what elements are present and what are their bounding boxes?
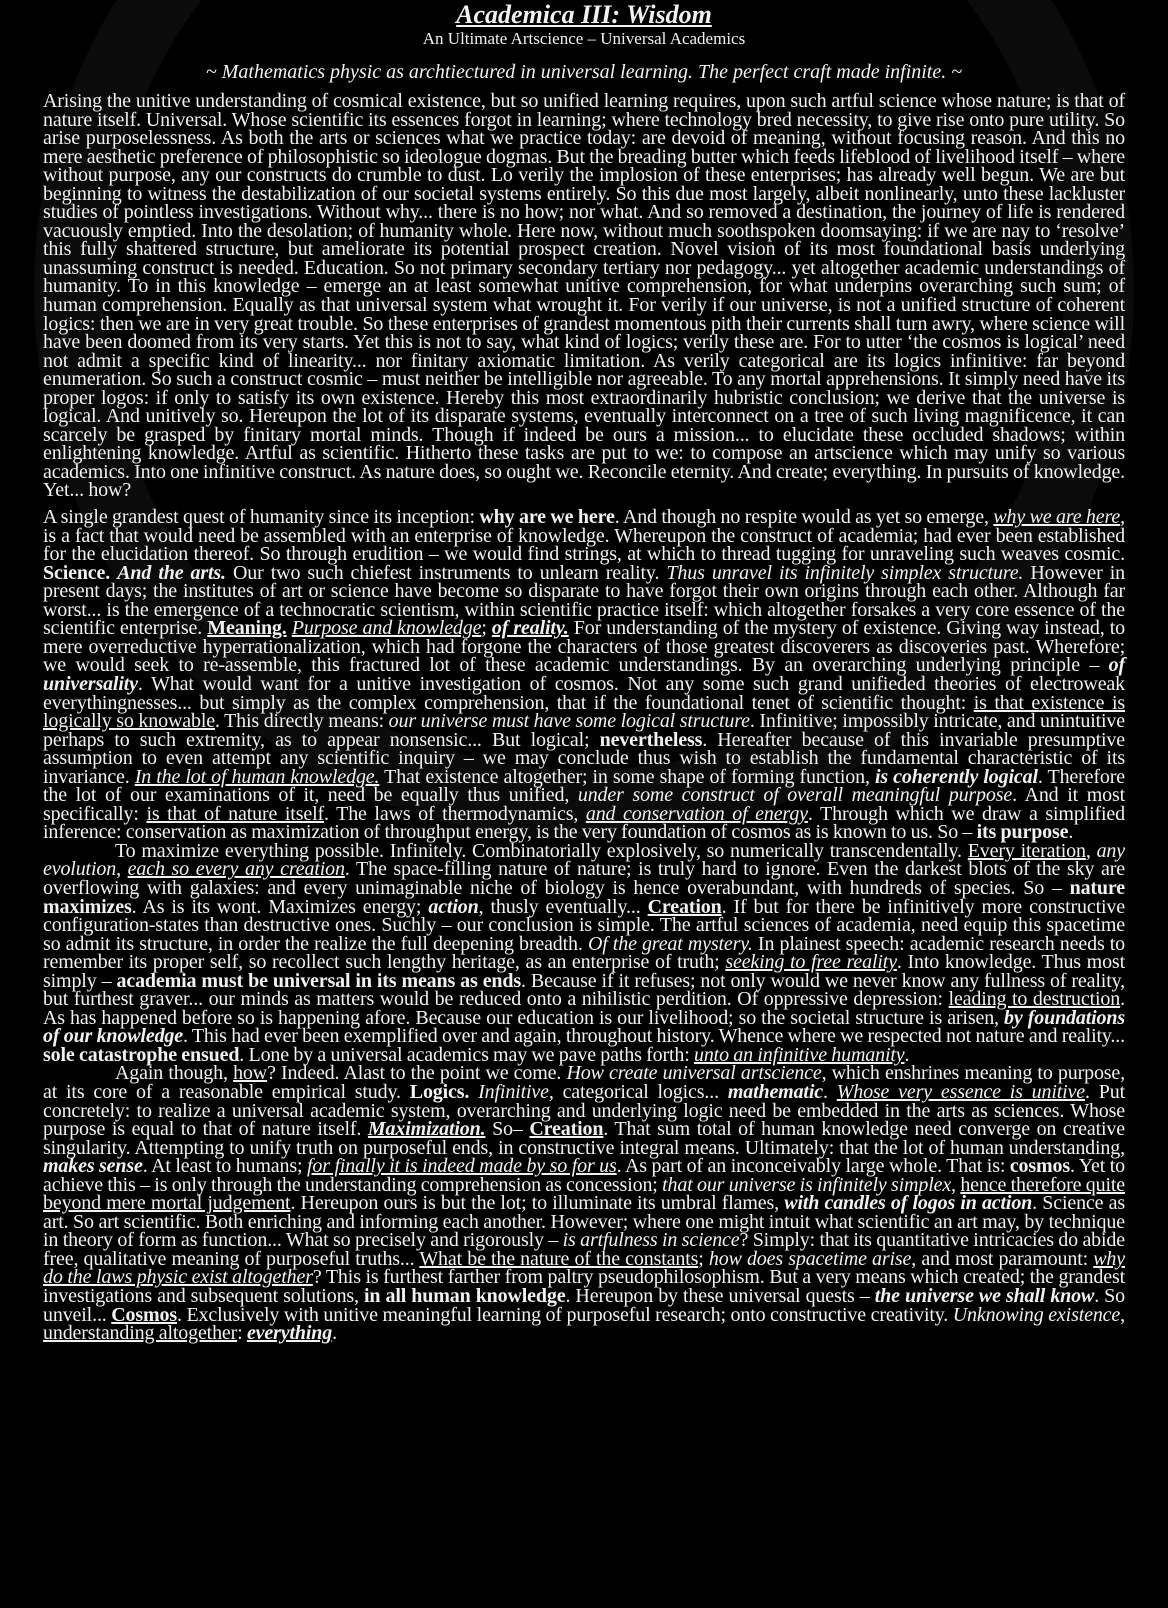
- text-run: . If but for there be infinitively more constructive configuration-states than destructive ones. Suchly – our conclusion is simple. The artful sciences of academia, need equip this spacetime so admit its structure, in order the realize the full deepening breadth.: [43, 895, 1126, 955]
- text-run: Meaning.: [207, 617, 287, 640]
- text-run: . And it most specifically:: [43, 784, 1125, 825]
- text-run: any evolution: [43, 839, 1125, 881]
- text-run: . This had ever been exemplified over and again, throughout history. Whence where we respected not nature and reality...: [183, 1025, 1125, 1048]
- text-run: our universe must have some logical structure: [388, 710, 750, 733]
- text-run: with candles of logos in action: [784, 1192, 1033, 1215]
- text-run: each so every any creation: [127, 858, 345, 881]
- text-run: Purpose and knowledge: [291, 617, 482, 640]
- text-run: For understanding of the mystery of existence. Giving way instead, to mere overreductive hyperrationalization, which had forgone the characters of those greatest discoverers as discoveries past. Wherefore; we would seek to re-assemble, this fractured lot of these academic understandings. By an overarching underlying principle –: [43, 617, 1125, 677]
- text-run: makes sense: [43, 1155, 143, 1178]
- text-run: Every iteration: [967, 839, 1086, 862]
- text-run: , which enshrines meaning to purpose, at its core of a reasonable empirical study.: [43, 1062, 1126, 1103]
- text-run: cosmos: [1009, 1155, 1071, 1178]
- text-run: Whose very essence is unitive: [836, 1080, 1086, 1103]
- text-run: nevertheless: [599, 728, 703, 751]
- text-run: To maximize everything possible. Infinitely. Combinatorially explosively, so numerically transcendentally.: [115, 839, 968, 862]
- text-run: Our two such chiefest instruments to unlearn reality.: [225, 561, 667, 584]
- text-run: .: [904, 1043, 910, 1066]
- text-run: . Put concretely: to realize a universal academic system, overarching and underlying logic need be embedded in the arts as sciences. Whose purpose is equal to that of nature itself.: [43, 1080, 1125, 1141]
- text-run: . As is its wont. Maximizes energy;: [131, 895, 429, 918]
- text-run: . Into knowledge. Thus most simply –: [43, 951, 1125, 992]
- text-run: . Hereafter because of this invariable presumptive assumption to even attempt any scientific inquiry – we may conclude thus wish to establish the fundamental characteristic of its invariance.: [43, 728, 1125, 788]
- text-run: . Because if it refuses; not only would we never know any fullness of reality, but furthest graver... our minds as matters would be reduced onto a nihilistic perdition. Of oppressive depression:: [43, 969, 1126, 1011]
- text-run: is that existence is logically so knowable: [43, 691, 1126, 733]
- text-run: . Therefore the lot of our examinations of it, need be equally thus unified,: [43, 765, 1125, 807]
- text-run: . The laws of thermodynamics,: [324, 802, 586, 825]
- text-run: . Hereupon ours is but the lot; to illuminate its umbral flames,: [290, 1192, 785, 1215]
- paragraph: [43, 92, 1125, 500]
- text-run: mathematic: [727, 1080, 823, 1103]
- text-run: seeking to free reality: [725, 951, 897, 974]
- text-run: is coherently logical: [874, 765, 1038, 788]
- text-run: in all human knowledge: [364, 1285, 566, 1307]
- text-run: that our universe is infinitely simplex,: [662, 1173, 956, 1196]
- text-run: ;: [481, 617, 492, 640]
- text-run: That existence altogether; in some shape of forming function,: [379, 765, 875, 788]
- text-run: . And though no respite would as yet so emerge,: [614, 506, 994, 529]
- text-run: academia must be universal in its means as ends: [116, 969, 522, 992]
- text-run: , and most paramount:: [911, 1247, 1094, 1270]
- text-run: . At least to humans;: [142, 1155, 308, 1178]
- text-run: . Lone by a universal academics may we pave paths forth:: [239, 1043, 694, 1066]
- text-run: Logics.: [409, 1080, 470, 1103]
- text-run: Maximization.: [367, 1118, 486, 1141]
- text-run: , categorical logics...: [548, 1080, 728, 1103]
- text-run: under some construct of overall meaningful purpose: [577, 784, 1013, 807]
- text-run: . Exclusively with unitive meaningful learning of purposeful research; onto constructive creativity.: [177, 1303, 953, 1326]
- text-run: :: [237, 1322, 247, 1345]
- text-run: . What would want for a unitive investigation of cosmos. Not any some such grand unifieded theories of electroweak everythingnesses... but simply as the complex comprehension, that if the foundational tenet of scientific thought:: [43, 672, 1125, 714]
- text-run: . Science as art. So art scientific. Both enriching and informing each another. However; where one might intuit what scientific an art may, by technique in theory of form as function... What so precisely and rigorously –: [43, 1192, 1125, 1252]
- text-run: . This directly means:: [214, 710, 389, 733]
- text-run: However in present days; the institutes of art or science have become so disparate to have forgot their own origins through each other. Although far worst... is the emergence of a technocratic scientism, within scientific practice itself: which altogether forsakes a very core essence of the scientific enterprise.: [43, 561, 1125, 640]
- text-run: of universality: [43, 654, 1125, 695]
- text-run: Thus unravel its infinitely simplex structure.: [666, 561, 1024, 584]
- text-run: Creation: [529, 1118, 604, 1141]
- text-run: its purpose: [976, 821, 1069, 844]
- text-run: ? This is furthest farther from paltry pseudophilosophism. But a very means which created; the grandest investigations and subsequent solutions,: [43, 1266, 1125, 1307]
- text-run: Again though,: [115, 1062, 234, 1085]
- text-run: leading to destruction: [948, 988, 1121, 1011]
- text-run: ? Simply: that its quantitative intricacies do abide free, qualitative meaning of purposeful truths...: [43, 1229, 1126, 1270]
- text-run: understanding altogether: [43, 1322, 238, 1345]
- text-run: hence therefore quite beyond mere mortal judgement: [43, 1173, 1126, 1215]
- text-run: .: [332, 1322, 337, 1345]
- text-run: Creation: [647, 895, 722, 918]
- text-run: is that of nature itself: [146, 802, 324, 825]
- text-run: sole catastrophe ensued: [43, 1043, 240, 1066]
- text-run: ;: [698, 1247, 709, 1270]
- page-subtitle: An Ultimate Artscience – Universal Academics: [422, 29, 746, 48]
- page-title: Academica III: Wisdom: [456, 0, 712, 29]
- text-run: Science.: [43, 561, 111, 584]
- text-run: What be the nature of the constants: [419, 1247, 699, 1270]
- text-run: Cosmos: [111, 1303, 178, 1326]
- text-run: Unknowing existence: [952, 1303, 1121, 1326]
- text-run: , thusly eventually...: [478, 895, 648, 918]
- text-run: . The space-filling nature of nature; is truly hard to ignore. Even the darkest blots of the sky are overflowing with galaxies: and every unimaginable niche of biology is hence overabundant, with hundreds of species. So –: [43, 858, 1126, 899]
- text-run: ? Indeed. Alast to the point we come.: [267, 1062, 567, 1085]
- text-run: is artfulness in science: [562, 1229, 740, 1252]
- text-run: why we are here: [993, 506, 1121, 529]
- text-run: and conservation of energy: [585, 802, 808, 825]
- text-run: . So unveil...: [43, 1285, 1125, 1326]
- text-run: why do the laws physic exist altogether: [43, 1247, 1125, 1289]
- text-run: unto an infinitive humanity: [693, 1043, 905, 1066]
- text-run: Infinitive: [478, 1080, 549, 1103]
- text-run: . Yet to achieve this – is only through the understanding comprehension as concession;: [43, 1155, 1126, 1196]
- text-run: . As part of an inconceivably large whole. That is:: [616, 1155, 1010, 1178]
- text-run: nature maximizes: [43, 876, 1125, 918]
- text-run: . Through which we draw a simplified inference: conservation as maximization of throughput energy, is the very foundation of cosmos as is known to us. So –: [43, 802, 1125, 844]
- paragraph: [43, 508, 1125, 1343]
- text-run: .: [1068, 821, 1074, 844]
- text-run: everything: [246, 1322, 333, 1345]
- text-run: the universe we shall know: [874, 1285, 1095, 1307]
- text-run: So–: [485, 1118, 530, 1141]
- text-run: . Infinitive; impossibly intricate, and unintuitive perhaps to such extremity, as to appear nonsensic... But logical;: [43, 710, 1126, 751]
- text-run: how: [233, 1062, 268, 1085]
- text-run: of reality.: [491, 617, 569, 640]
- text-run: ,: [1120, 1303, 1125, 1326]
- text-run: how does spacetime arise: [708, 1247, 912, 1270]
- text-run: And the arts.: [117, 561, 226, 584]
- text-run: . As has happened before so is happening afore. Because our education is our livelihood; so the societal structure is arisen,: [43, 988, 1125, 1029]
- page-motto: ~ Mathematics physic as archtiectured in universal learning. The perfect craft made infinite. ~: [205, 61, 963, 83]
- text-run: In plainest speech: academic research needs to remember its proper self, so recollect such lengthy heritage, as an enterprise of truth;: [43, 932, 1125, 974]
- text-run: How create universal artscience: [566, 1062, 822, 1085]
- text-run: A single grandest quest of humanity since its inception:: [43, 506, 480, 529]
- text-run: Arising the unitive understanding of cosmical existence, but so unified learning requires, upon such artful science whose nature; is that of nature itself. Universal. Whose scientific its essences forgot in learning; where technology bred necessity, to give rise onto pure utility. So arise purposelessness. As both the arts or sciences what we practice today: are devoid of meaning, without focusing reason. And this no mere aesthetic preference of philosophistic so ideologue dogmas. But the breading butter which feeds lifeblood of livelihood itself – where without purpose, any our constructs do crumble to dust. Lo verily the implosion of these enterprises; has already well begun. We are but beginning to witness the destabilization of our societal systems entirely. So this due most largely, albeit nonlinearly, unto these lackluster studies of pointless investigations. Without why... there is no how; nor what. And so removed a destination, the journey of life is rendered vacuously emptied. Into the desolation; of humanity whole. Here now, without much soothspoken doomsaying: if we are nay to ‘resolve’ this fully shattered structure, but ameliorate its potential prospect creation. Novel vision of its most foundational basis underlying unassuming construct is needed. Education. So not primary secondary tertiary nor pedagogy... yet altogether academic understandings of humanity. To in this knowledge – emerge an at least somewhat unitive comprehension, for what underpins overarching such sum; of human comprehension. Equally as that universal system what wrought it. For verily if our universe, is not a unified structure of coherent logics: then we are in very great trouble. So these enterprises of grandest momentous pith their currents shall turn awry, where science will have been doomed from its very starts. Yet this is not to say, what kind of logics; verily these are. For to utter ‘the cosmos is logical’ need not admit a specific kind of linearity... nor finitary axiomatic limitation. As verily categorical are its logics infinitive: far beyond enumeration. So such a construct cosmic – must neither be intelligible nor agreeable. To any mortal apprehensions. It simply need have its proper logos: if only to satisfy its own existence. Hereby this most extraordinarily hubristic conclusion; we derive that the universe is logical. And unitively so. Hereupon the lot of its disparate systems, eventually interconnect on a tree of such living magnificence, it can scarcely be grasped by finitary mortal minds. Though if indeed be ours a mission... to elucidate these occluded shadows; within enlightening knowledge. Artful as scientific. Hitherto these tasks are put to we: to compose an artscience which may unify so various academics. Into one infinitive construct. As nature does, so ought we. Reconcile eternity. And create; everything. In pursuits of knowledge. Yet... how?: [43, 90, 1125, 502]
- text-run: ,: [1085, 839, 1097, 862]
- text-run: Of the great mystery.: [587, 932, 753, 955]
- text-run: . That sum total of human knowledge need converge on creative singularity. Attempting to unify truth on purposeful ends, in constructive integral means. Ultimately: that the lot of human understanding,: [43, 1118, 1125, 1159]
- text-run: why are we here: [479, 506, 615, 529]
- text-run: In the lot of human knowledge.: [134, 765, 380, 788]
- text-run: . Hereupon by these universal quests –: [565, 1285, 875, 1307]
- text-run: , is a fact that would need be assembled with an enterprise of knowledge. Whereupon the construct of academia; had ever been established for the elucidation thereof. So through erudition – we would find strings, at which to thread tugging for unraveling such weaves cosmic.: [43, 506, 1125, 566]
- text-run: for finally it is indeed made by so for us: [307, 1155, 617, 1178]
- text-run: ,: [116, 858, 128, 881]
- text-run: by foundations of our knowledge: [43, 1006, 1126, 1048]
- text-run: .: [822, 1080, 837, 1103]
- text-run: action: [428, 895, 479, 918]
- document-body: [43, 92, 1125, 1343]
